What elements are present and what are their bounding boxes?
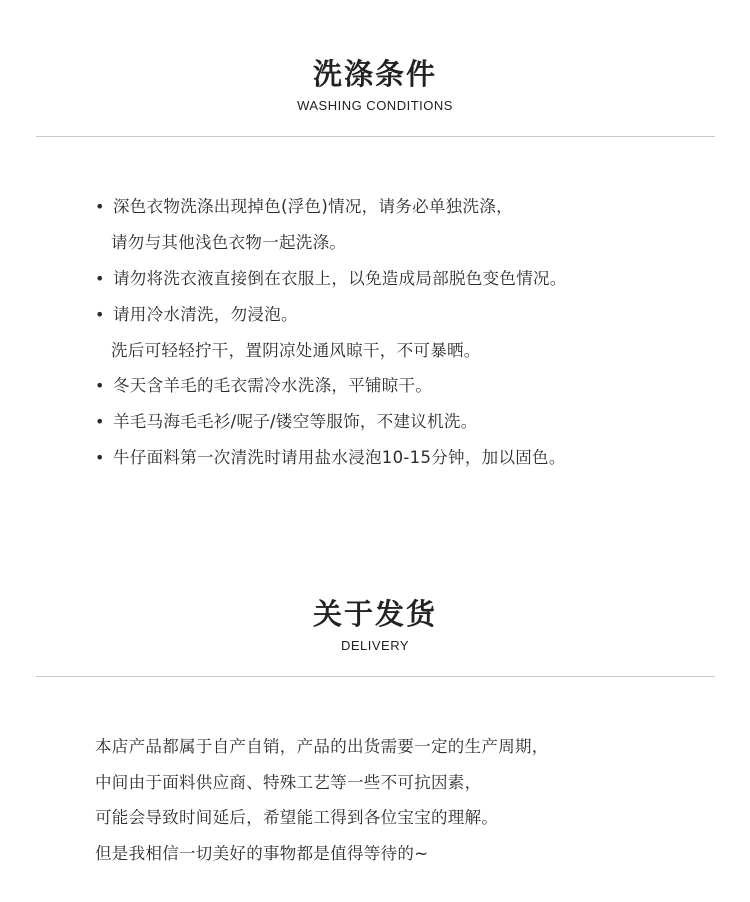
bullet-icon: • — [95, 269, 105, 288]
washing-item-5-line-1: 羊毛马海毛毛衫/呢子/镂空等服饰，不建议机洗。 — [113, 412, 478, 431]
washing-title: 洗涤条件 — [312, 57, 437, 91]
delivery-line-4: 但是我相信一切美好的事物都是值得等待的~ — [95, 844, 429, 863]
delivery-line-1: 本店产品都属于自产自销，产品的出货需要一定的生产周期， — [95, 737, 549, 756]
washing-item-4-line-1: 冬天含羊毛的毛衣需冷水洗涤，平铺晾干。 — [113, 376, 433, 395]
delivery-subtitle: DELIVERY — [340, 638, 410, 653]
delivery-divider — [36, 676, 715, 677]
washing-item-1-line-1: 深色衣物洗涤出现掉色(浮色)情况，请务必单独洗涤， — [113, 197, 513, 216]
washing-item-3-line-1: 请用冷水清洗，勿浸泡。 — [113, 305, 298, 324]
washing-divider — [36, 136, 715, 137]
bullet-icon: • — [95, 448, 105, 467]
washing-item-3-line-2: 洗后可轻轻拧干，置阴凉处通风晾干，不可暴晒。 — [111, 341, 481, 360]
bullet-icon: • — [95, 412, 105, 431]
washing-item-6-line-1: 牛仔面料第一次清洗时请用盐水浸泡10-15分钟，加以固色。 — [113, 448, 566, 467]
delivery-line-3: 可能会导致时间延后，希望能工得到各位宝宝的理解。 — [95, 808, 499, 827]
bullet-icon: • — [95, 376, 105, 395]
washing-item-1-line-2: 请勿与其他浅色衣物一起洗涤。 — [111, 233, 347, 252]
bullet-icon: • — [95, 197, 105, 216]
bullet-icon: • — [95, 305, 105, 324]
delivery-line-2: 中间由于面料供应商、特殊工艺等一些不可抗因素， — [95, 773, 482, 792]
washing-item-2-line-1: 请勿将洗衣液直接倒在衣服上，以免造成局部脱色变色情况。 — [113, 269, 567, 288]
washing-subtitle: WASHING CONDITIONS — [297, 98, 453, 113]
delivery-title: 关于发货 — [312, 597, 437, 631]
